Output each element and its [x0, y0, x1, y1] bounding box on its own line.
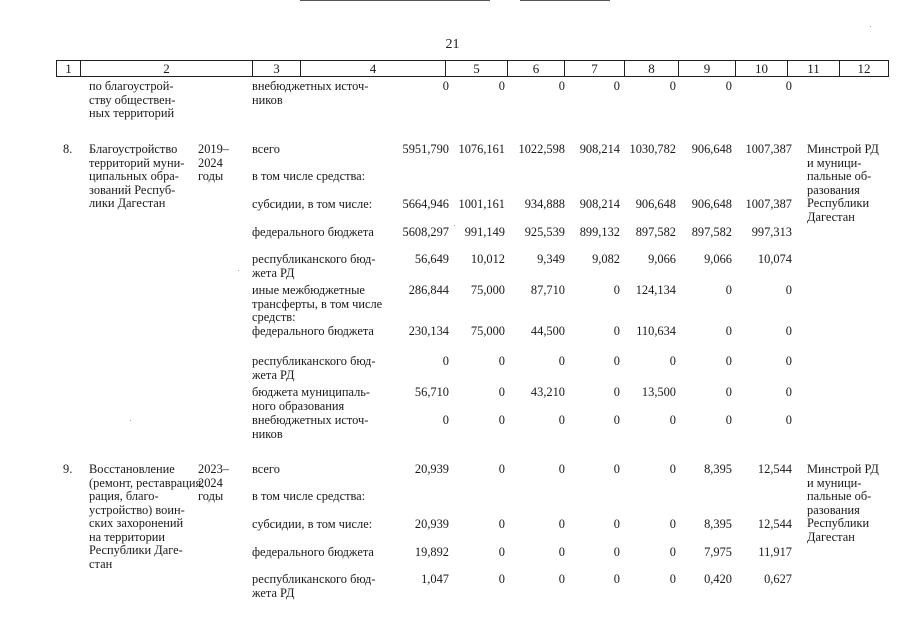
row9-funding-source-line: всего — [252, 462, 280, 476]
value-col-11: 0 — [785, 354, 792, 368]
header-col-8: 8 — [625, 61, 679, 76]
row9-funding-source-line: республиканского бюд- — [252, 572, 376, 586]
value-col-6: 0 — [498, 354, 505, 368]
value-col-9: 0 — [669, 413, 676, 427]
value-col-5: 20,939 — [414, 517, 449, 531]
value-col-7: 0 — [558, 462, 565, 476]
value-col-9: 0 — [669, 545, 676, 559]
value-col-9: 897,582 — [635, 225, 676, 239]
value-col-6: 0 — [498, 385, 505, 399]
row8-funding-source-line: бюджета муниципаль- — [252, 385, 371, 399]
row9-executor-line: разования — [807, 502, 860, 517]
row8-funding-source-line: средств: — [252, 310, 296, 324]
row8-funding-source-line: ного образования — [252, 398, 345, 413]
value-col-5: 0 — [442, 413, 449, 427]
row9-name-line: (ремонт, реставрация, — [89, 475, 205, 490]
header-col-12: 12 — [857, 61, 871, 76]
row9-name-line: на территории — [89, 529, 166, 544]
row9-executor-line: Республики — [807, 516, 870, 530]
row9-executor-line: Дагестан — [807, 529, 855, 544]
value-col-8: 0 — [613, 517, 620, 531]
header-col-2: 2 — [81, 61, 253, 76]
value-col-8: 908,214 — [579, 197, 620, 211]
value-col-11: 0 — [785, 324, 792, 338]
row9-executor-line: пальные об- — [807, 489, 872, 503]
value-col-11: 1007,387 — [745, 197, 792, 211]
row8-period-line: 2019– — [198, 142, 229, 156]
scan-top-edge — [300, 0, 490, 1]
value-col-6: 0 — [498, 572, 505, 586]
value-col-11: 12,544 — [757, 462, 792, 476]
value-col-9: 0 — [669, 79, 676, 93]
header-col-6: 6 — [508, 61, 565, 76]
value-col-8: 0 — [613, 572, 620, 586]
value-col-9: 1030,782 — [629, 142, 676, 156]
value-col-10: 8,395 — [704, 517, 732, 531]
scan-speck — [130, 420, 131, 421]
value-col-10: 0 — [725, 324, 732, 338]
row8-funding-source-line: трансферты, в том числе — [252, 296, 383, 311]
header-col-4: 4 — [301, 61, 446, 76]
value-col-10: 9,066 — [704, 252, 732, 266]
value-col-5: 230,134 — [408, 324, 449, 338]
value-col-6: 991,149 — [464, 225, 505, 239]
value-col-9: 13,500 — [641, 385, 676, 399]
value-col-9: 0 — [669, 572, 676, 586]
row8-executor-line: пальные об- — [807, 169, 872, 183]
value-col-7: 9,349 — [537, 252, 565, 266]
row8-name-line: ципальных обра- — [89, 169, 179, 183]
value-col-10: 906,648 — [691, 142, 732, 156]
row9-period-line: 2024 — [198, 475, 223, 490]
value-col-8: 0 — [613, 462, 620, 476]
item-name-line: ных территорий — [89, 106, 175, 120]
value-col-9: 0 — [669, 462, 676, 476]
value-col-11: 0 — [785, 283, 792, 297]
row9-period-line: 2023– — [198, 462, 229, 476]
value-col-11: 0 — [785, 413, 792, 427]
value-col-10: 897,582 — [691, 225, 732, 239]
row8-name-line: лики Дагестан — [89, 196, 166, 210]
page-number: 21 — [445, 37, 460, 52]
scan-speck — [238, 270, 239, 271]
row9-funding-source-line: субсидии, в том числе: — [252, 517, 373, 531]
header-col-7: 7 — [565, 61, 625, 76]
header-col-9: 9 — [679, 61, 736, 76]
value-col-6: 75,000 — [470, 324, 505, 338]
row8-executor-line: и муници- — [807, 155, 862, 170]
value-col-8: 9,082 — [592, 252, 620, 266]
row9-funding-source-line: в том числе средства: — [252, 489, 366, 503]
value-col-7: 934,888 — [524, 197, 565, 211]
row9-number: 9. — [63, 462, 73, 476]
value-col-6: 0 — [498, 413, 505, 427]
row8-executor-line: разования — [807, 182, 860, 197]
header-col-1: 1 — [57, 61, 81, 76]
row9-name-line: Восстановление — [89, 462, 175, 476]
item-name-line: по благоустрой- — [89, 79, 174, 93]
value-col-7: 43,210 — [530, 385, 565, 399]
row8-funding-source-line: в том числе средства: — [252, 169, 366, 183]
value-col-7: 0 — [558, 517, 565, 531]
header-col-11: 11 — [788, 61, 840, 76]
row8-funding-source-line: жета РД — [252, 367, 295, 382]
row8-funding-source-line: субсидии, в том числе: — [252, 197, 373, 211]
value-col-5: 5664,946 — [402, 197, 449, 211]
row9-name-line: рация, благо- — [89, 489, 159, 503]
value-col-11: 0,627 — [764, 572, 792, 586]
value-col-9: 0 — [669, 354, 676, 368]
value-col-10: 906,648 — [691, 197, 732, 211]
funding-source-line: ников — [252, 92, 283, 107]
row9-executor-line: и муници- — [807, 475, 862, 490]
row8-funding-source-line: иные межбюджетные — [252, 283, 365, 297]
row8-funding-source-line: ников — [252, 426, 283, 441]
row8-number: 8. — [63, 142, 73, 156]
value-col-7: 1022,598 — [518, 142, 565, 156]
value-col-9: 0 — [669, 517, 676, 531]
value-col-9: 110,634 — [636, 324, 676, 338]
row8-executor-line: Дагестан — [807, 209, 855, 224]
value-col-8: 0 — [613, 413, 620, 427]
value-col-10: 0 — [725, 283, 732, 297]
value-col-5: 0 — [442, 354, 449, 368]
header-col-3: 3 — [253, 61, 301, 76]
value-col-5: 286,844 — [408, 283, 449, 297]
value-col-5: 56,649 — [414, 252, 449, 266]
value-col-7: 0 — [558, 354, 565, 368]
row8-name-line: территорий муни- — [89, 155, 185, 170]
value-col-7: 0 — [558, 413, 565, 427]
value-col-11: 10,074 — [757, 252, 792, 266]
value-col-8: 0 — [613, 324, 620, 338]
value-col-10: 0 — [725, 79, 732, 93]
value-col-11: 1007,387 — [745, 142, 792, 156]
row8-executor-line: Минстрой РД — [807, 142, 879, 156]
row8-name-line: Благоустройство — [89, 142, 178, 156]
value-col-6: 75,000 — [470, 283, 505, 297]
row9-funding-source-line: федерального бюджета — [252, 545, 374, 559]
row9-name-line: Республики Даге- — [89, 543, 183, 557]
value-col-6: 1076,161 — [458, 142, 505, 156]
value-col-11: 12,544 — [757, 517, 792, 531]
value-col-9: 906,648 — [635, 197, 676, 211]
funding-source-line: внебюджетных источ- — [252, 79, 369, 93]
value-col-11: 11,917 — [758, 545, 792, 559]
value-col-7: 44,500 — [530, 324, 565, 338]
header-col-10: 10 — [736, 61, 788, 76]
value-col-8: 908,214 — [579, 142, 620, 156]
value-col-6: 1001,161 — [458, 197, 505, 211]
scan-speck — [454, 225, 455, 226]
row9-name-line: стан — [89, 556, 113, 571]
value-col-5: 5951,790 — [402, 142, 449, 156]
value-col-8: 0 — [613, 283, 620, 297]
value-col-10: 0,420 — [704, 572, 732, 586]
row8-name-line: зований Респуб- — [89, 182, 176, 197]
row8-funding-source-line: внебюджетных источ- — [252, 413, 369, 427]
row9-name-line: устройство) воин- — [89, 502, 185, 517]
row9-name-line: ских захоронений — [89, 516, 184, 530]
value-col-8: 0 — [613, 385, 620, 399]
value-col-7: 0 — [558, 79, 565, 93]
value-col-6: 0 — [498, 517, 505, 531]
value-col-6: 0 — [498, 462, 505, 476]
value-col-7: 925,539 — [524, 225, 565, 239]
row8-period-line: 2024 — [198, 155, 223, 170]
header-col-5: 5 — [446, 61, 508, 76]
value-col-10: 0 — [725, 354, 732, 368]
item-name-line: ству обществен- — [89, 92, 176, 107]
scan-speck — [870, 26, 871, 27]
value-col-5: 19,892 — [414, 545, 449, 559]
row8-funding-source-line: республиканского бюд- — [252, 354, 376, 368]
value-col-10: 0 — [725, 413, 732, 427]
row8-funding-source-line: республиканского бюд- — [252, 252, 376, 266]
row8-funding-source-line: федерального бюджета — [252, 324, 374, 338]
row9-period-line: годы — [198, 489, 224, 503]
scan-top-edge — [520, 0, 610, 1]
value-col-5: 5608,297 — [402, 225, 449, 239]
value-col-10: 7,975 — [704, 545, 732, 559]
value-col-10: 0 — [725, 385, 732, 399]
table-header-row — [56, 60, 889, 77]
value-col-8: 0 — [613, 545, 620, 559]
value-col-6: 10,012 — [470, 252, 505, 266]
value-col-9: 9,066 — [648, 252, 676, 266]
row9-funding-source-line: жета РД — [252, 585, 295, 600]
row8-executor-line: Республики — [807, 196, 870, 210]
value-col-9: 124,134 — [635, 283, 676, 297]
row8-period-line: годы — [198, 169, 224, 183]
row8-funding-source-line: жета РД — [252, 265, 295, 280]
value-col-6: 0 — [498, 79, 505, 93]
value-col-10: 8,395 — [704, 462, 732, 476]
value-col-5: 20,939 — [414, 462, 449, 476]
value-col-8: 899,132 — [579, 225, 620, 239]
value-col-11: 0 — [785, 385, 792, 399]
row8-funding-source-line: федерального бюджета — [252, 225, 374, 239]
value-col-5: 1,047 — [421, 572, 449, 586]
value-col-11: 997,313 — [751, 225, 792, 239]
value-col-8: 0 — [613, 79, 620, 93]
value-col-7: 87,710 — [530, 283, 565, 297]
value-col-6: 0 — [498, 545, 505, 559]
value-col-7: 0 — [558, 572, 565, 586]
value-col-5: 56,710 — [414, 385, 449, 399]
row9-executor-line: Минстрой РД — [807, 462, 879, 476]
row8-funding-source-line: всего — [252, 142, 280, 156]
value-col-8: 0 — [613, 354, 620, 368]
value-col-5: 0 — [442, 79, 449, 93]
value-col-7: 0 — [558, 545, 565, 559]
value-col-11: 0 — [785, 79, 792, 93]
